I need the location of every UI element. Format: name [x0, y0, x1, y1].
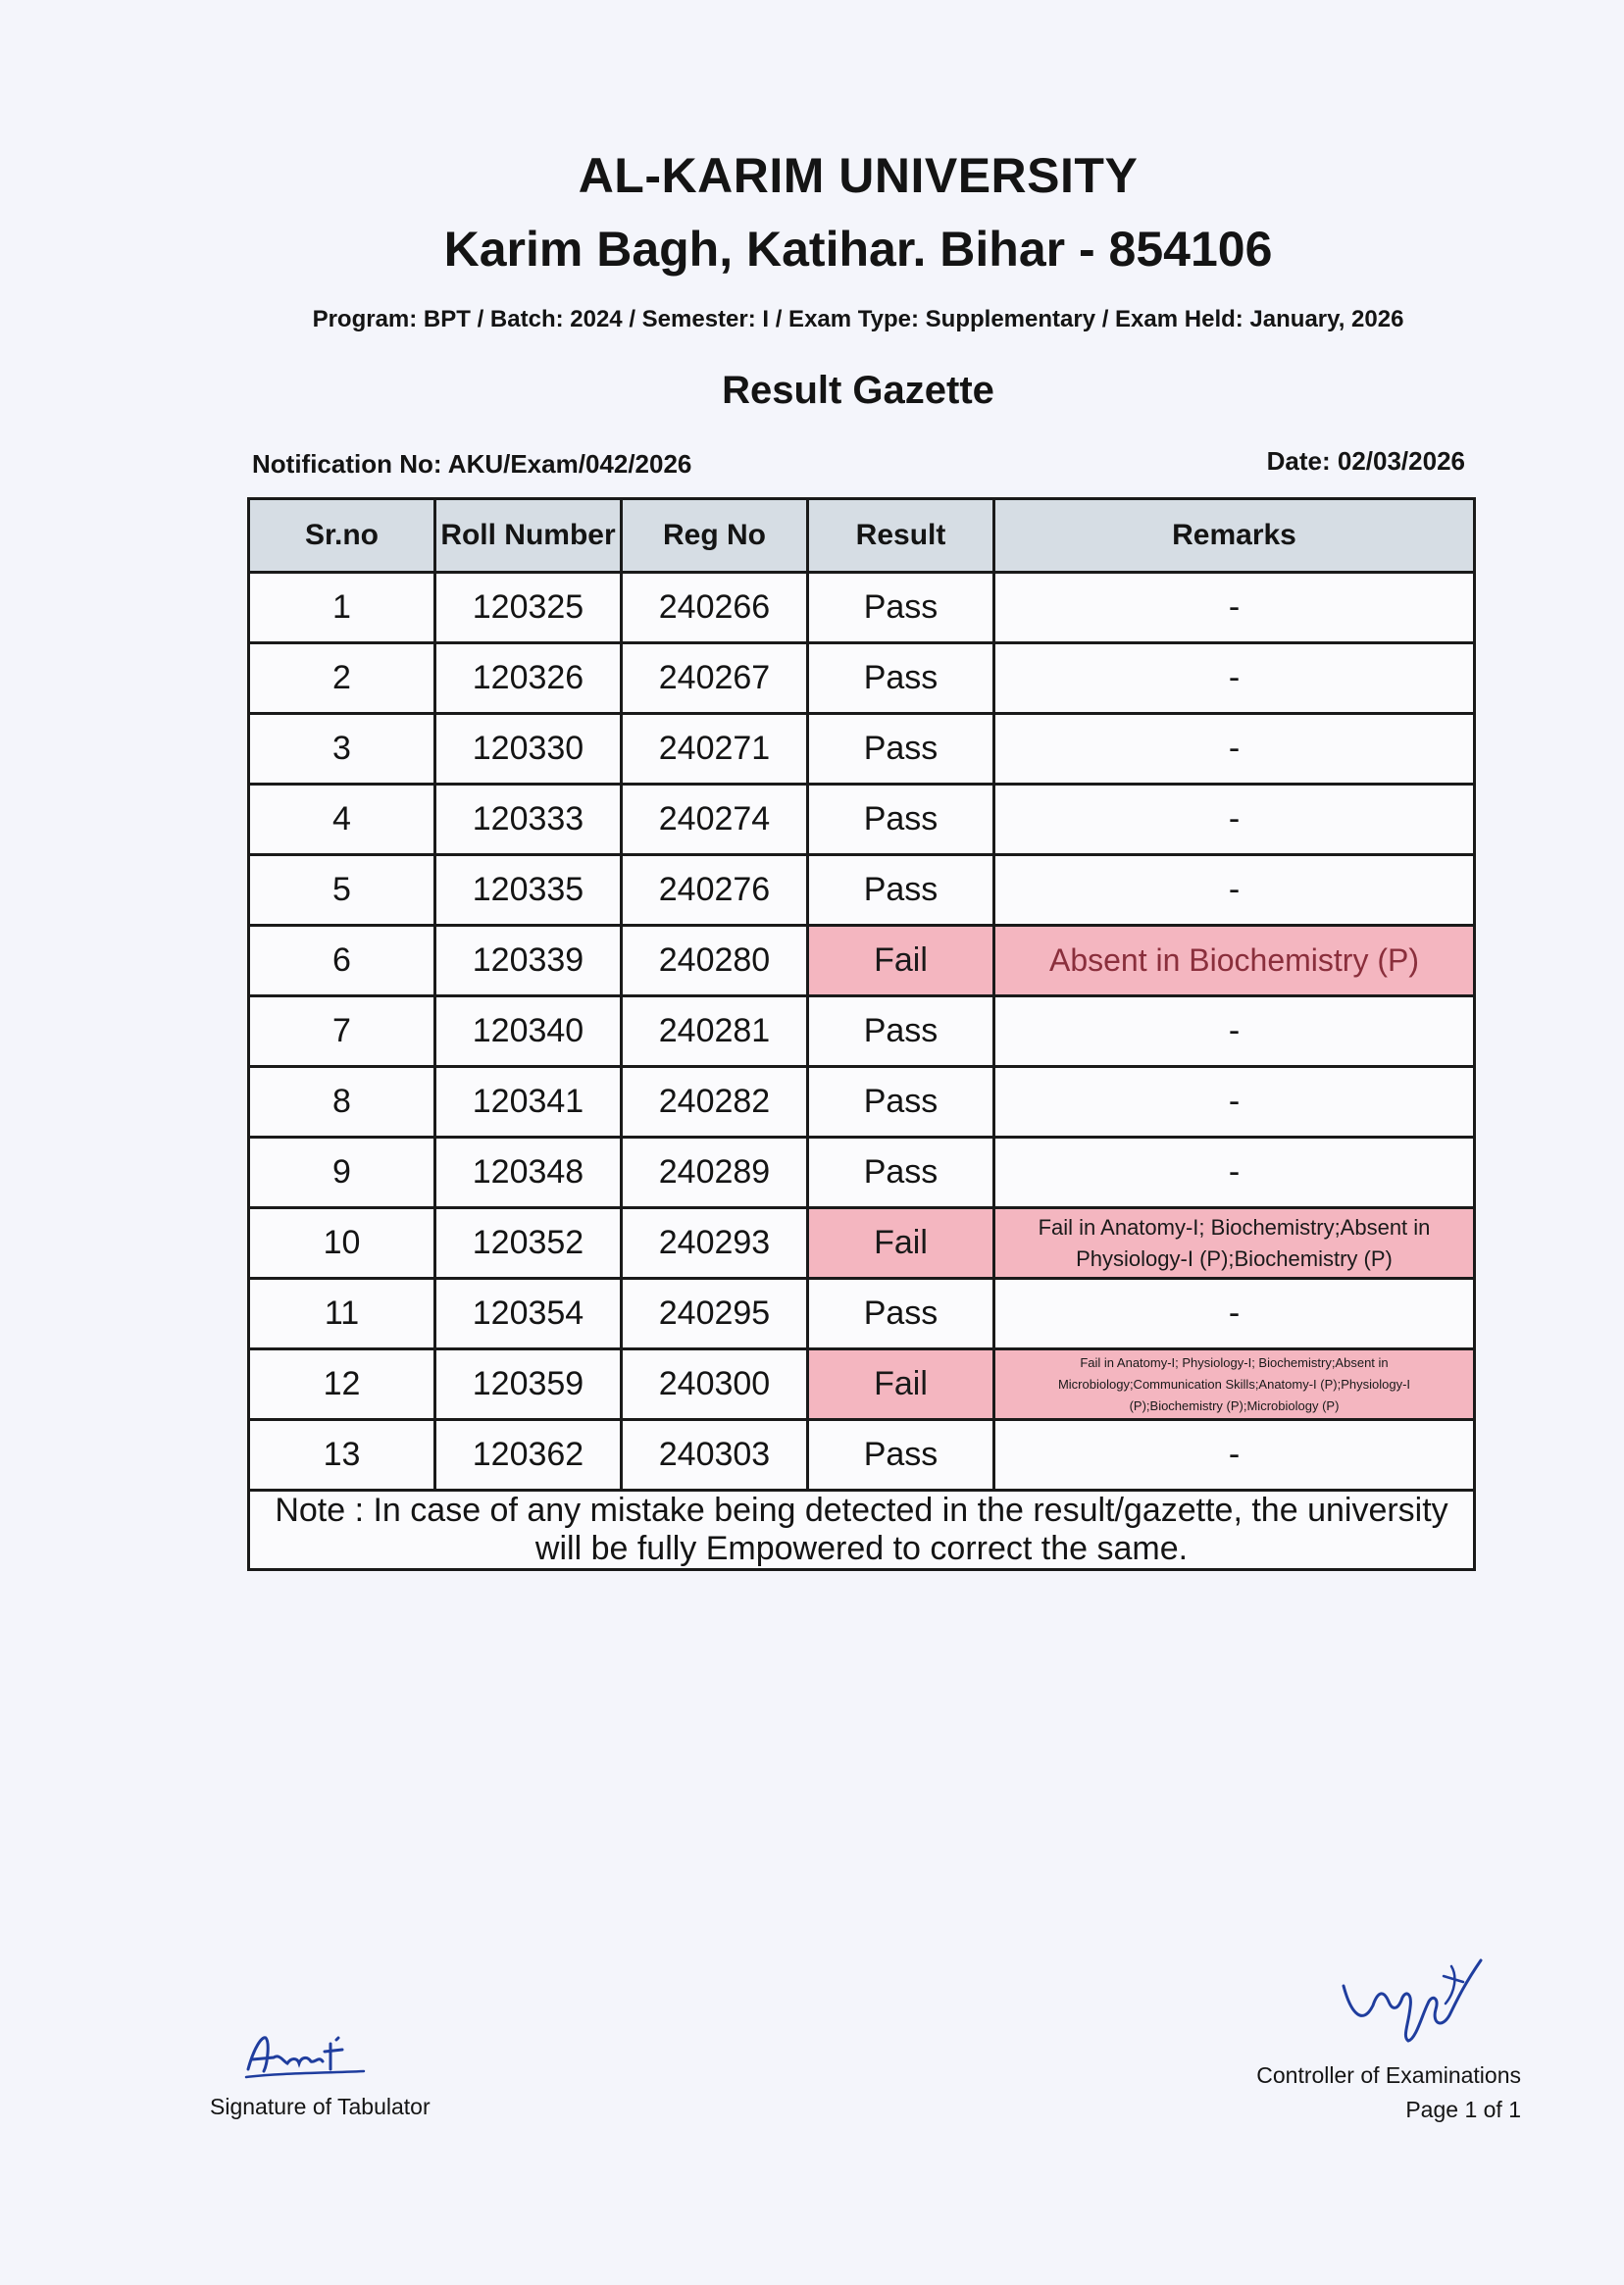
column-header-roll-number: Roll Number: [435, 499, 622, 573]
remarks-cell: -: [994, 573, 1475, 643]
result-cell: Pass: [808, 1420, 994, 1491]
result-cell: Pass: [808, 573, 994, 643]
remarks-cell-fail: Absent in Biochemistry (P): [994, 926, 1475, 996]
column-header-sr-no: Sr.no: [249, 499, 435, 573]
reg-no-cell: 240295: [622, 1279, 808, 1349]
remarks-cell: -: [994, 643, 1475, 714]
remarks-cell: -: [994, 855, 1475, 926]
result-cell: Pass: [808, 1067, 994, 1138]
roll-number-cell: 120333: [435, 785, 622, 855]
result-cell-fail: Fail: [808, 1349, 994, 1420]
results-table: [247, 497, 1476, 1571]
roll-number-cell: 120335: [435, 855, 622, 926]
table-row: [249, 1279, 1475, 1349]
table-row: [249, 926, 1475, 996]
sr-no-cell: 11: [249, 1279, 435, 1349]
column-header-result: Result: [808, 499, 994, 573]
column-header-remarks: Remarks: [994, 499, 1475, 573]
notification-number: Notification No: AKU/Exam/042/2026: [252, 449, 692, 479]
remarks-cell-fail: [994, 1349, 1475, 1420]
table-row: [249, 643, 1475, 714]
sr-no-cell: 5: [249, 855, 435, 926]
roll-number-cell: 120359: [435, 1349, 622, 1420]
roll-number-cell: 120340: [435, 996, 622, 1067]
table-row: [249, 573, 1475, 643]
university-address: Karim Bagh, Katihar. Bihar - 854106: [443, 222, 1273, 277]
reg-no-cell: 240293: [622, 1208, 808, 1279]
roll-number-cell: 120341: [435, 1067, 622, 1138]
table-row: [249, 785, 1475, 855]
program-details: Program: BPT / Batch: 2024 / Semester: I / Exam Type: Supplementary / Exam Held: January, 2026: [312, 306, 1404, 332]
page-number: Page 1 of 1: [1405, 2097, 1521, 2122]
result-cell: Pass: [808, 1138, 994, 1208]
table-row: [249, 1208, 1475, 1279]
result-cell: Pass: [808, 855, 994, 926]
sr-no-cell: 2: [249, 643, 435, 714]
sr-no-cell: 13: [249, 1420, 435, 1491]
sr-no-cell: 6: [249, 926, 435, 996]
reg-no-cell: 240274: [622, 785, 808, 855]
result-cell: Pass: [808, 714, 994, 785]
remarks-cell: -: [994, 1420, 1475, 1491]
roll-number-cell: 120352: [435, 1208, 622, 1279]
reg-no-cell: 240289: [622, 1138, 808, 1208]
reg-no-cell: 240303: [622, 1420, 808, 1491]
table-row: [249, 1138, 1475, 1208]
reg-no-cell: 240267: [622, 643, 808, 714]
table-header-row: [249, 499, 1475, 573]
remarks-cell: -: [994, 1279, 1475, 1349]
result-cell: Pass: [808, 643, 994, 714]
sr-no-cell: 9: [249, 1138, 435, 1208]
gazette-note: Note : In case of any mistake being detected in the result/gazette, the university will be fully Empowered to correct the same.: [249, 1491, 1475, 1570]
reg-no-cell: 240300: [622, 1349, 808, 1420]
table-row: [249, 1067, 1475, 1138]
reg-no-cell: 240266: [622, 573, 808, 643]
note-row: [249, 1491, 1475, 1570]
tabulator-signature-label: Signature of Tabulator: [210, 2094, 431, 2119]
result-cell-fail: Fail: [808, 1208, 994, 1279]
table-row: [249, 1349, 1475, 1420]
roll-number-cell: 120362: [435, 1420, 622, 1491]
remarks-text: Fail in Anatomy-I; Biochemistry;Absent in Physiology-I (P);Biochemistry (P): [1038, 1214, 1431, 1271]
sr-no-cell: 3: [249, 714, 435, 785]
roll-number-cell: 120348: [435, 1138, 622, 1208]
remarks-cell-fail: [994, 1208, 1475, 1279]
roll-number-cell: 120330: [435, 714, 622, 785]
roll-number-cell: 120354: [435, 1279, 622, 1349]
remarks-cell: -: [994, 996, 1475, 1067]
reg-no-cell: 240282: [622, 1067, 808, 1138]
remarks-cell: -: [994, 1067, 1475, 1138]
remarks-cell: -: [994, 1138, 1475, 1208]
table-row: [249, 714, 1475, 785]
reg-no-cell: 240281: [622, 996, 808, 1067]
sr-no-cell: 8: [249, 1067, 435, 1138]
sr-no-cell: 7: [249, 996, 435, 1067]
roll-number-cell: 120339: [435, 926, 622, 996]
tabulator-signature: [240, 2028, 378, 2092]
sr-no-cell: 1: [249, 573, 435, 643]
column-header-reg-no: Reg No: [622, 499, 808, 573]
remarks-text: Fail in Anatomy-I; Physiology-I; Biochemistry;Absent in Microbiology;Communication Skills;Anatomy-I (P);Physiology-I (P);Biochemistry (P);Microbiology (P): [1057, 1354, 1411, 1413]
remarks-cell: -: [994, 785, 1475, 855]
reg-no-cell: 240271: [622, 714, 808, 785]
roll-number-cell: 120326: [435, 643, 622, 714]
sr-no-cell: 12: [249, 1349, 435, 1420]
sr-no-cell: 10: [249, 1208, 435, 1279]
result-cell: Pass: [808, 1279, 994, 1349]
result-cell: Pass: [808, 785, 994, 855]
result-cell-fail: Fail: [808, 926, 994, 996]
controller-of-examinations-label: Controller of Examinations: [1256, 2062, 1521, 2088]
university-name: AL-KARIM UNIVERSITY: [578, 148, 1139, 203]
gazette-date: Date: 02/03/2026: [1266, 446, 1465, 476]
remarks-cell: -: [994, 714, 1475, 785]
sr-no-cell: 4: [249, 785, 435, 855]
reg-no-cell: 240280: [622, 926, 808, 996]
table-row: [249, 996, 1475, 1067]
page-title: Result Gazette: [722, 369, 994, 412]
controller-signature: [1334, 1947, 1500, 2059]
table-row: [249, 1420, 1475, 1491]
result-cell: Pass: [808, 996, 994, 1067]
table-row: [249, 855, 1475, 926]
reg-no-cell: 240276: [622, 855, 808, 926]
roll-number-cell: 120325: [435, 573, 622, 643]
